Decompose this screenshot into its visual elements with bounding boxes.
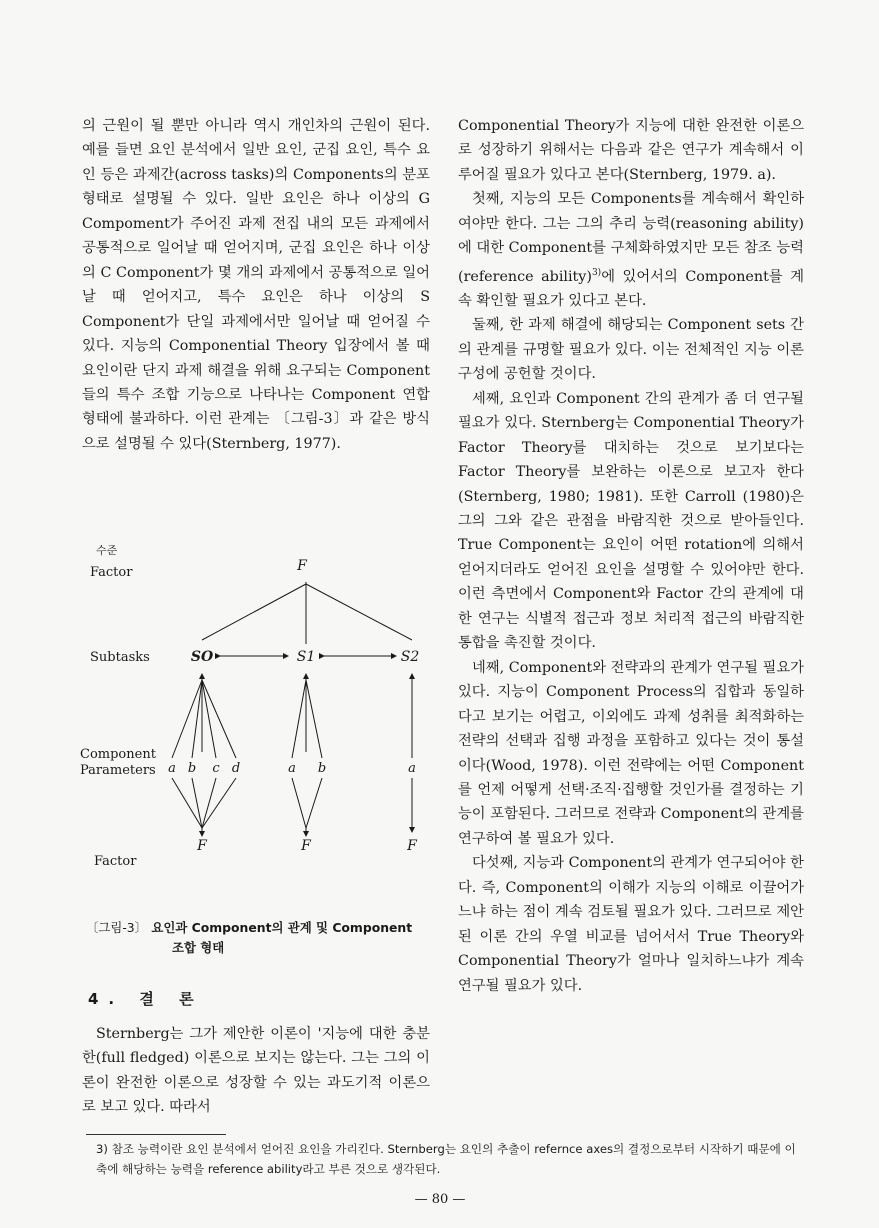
footnote-ref: 3) (591, 267, 602, 278)
bottom-factor-0: F (197, 838, 207, 854)
section-heading: 4. 결 론 (88, 990, 204, 1008)
right-column (458, 114, 804, 998)
node-f-top: F (297, 558, 307, 574)
right-paragraph-3: 둘째, 한 과제 해결에 해당되는 Component sets 간의 관계를 규명할 필요가 있다. 이는 전체적인 지능 이론 구성에 공헌할 것이다. (458, 317, 804, 383)
footnote-rule (86, 1134, 226, 1135)
row-label-subtasks: Subtasks (90, 650, 150, 665)
figure-3-diagram (80, 540, 432, 869)
row-label-component-1: Component (80, 747, 156, 762)
node-s1: S1 (296, 649, 316, 665)
row-label-component-2: Parameters (80, 763, 156, 778)
param-0-a: a (168, 761, 176, 776)
right-paragraph-2 (458, 187, 804, 313)
right-paragraph-2-rest: 에 있어서의 Component를 계속 확인할 필요가 있다고 본다. (458, 268, 805, 309)
right-paragraph-2-main: 첫째, 지능의 모든 Components를 계속해서 확인하여야만 한다. 그는 그의 추리 능력(reasoning ability)에 대한 Component를 구체화하였지만 모든 참조 능력(reference ability) (458, 191, 804, 285)
left-column (82, 114, 430, 456)
right-paragraph-1: Componential Theory가 지능에 대한 완전한 이론으로 성장하기 위해서는 다음과 같은 연구가 계속해서 이루어질 필요가 있다고 본다(Sternberg, 1979. a). (458, 118, 804, 183)
conclusion-text (82, 1022, 430, 1120)
edge-f-s2 (306, 584, 412, 640)
param-0-d: d (231, 761, 241, 776)
bottom-factors (196, 838, 418, 854)
edge-f-s0 (202, 584, 306, 640)
component-parameters (168, 761, 416, 776)
conclusion-paragraph-1: Sternberg는 그가 제안한 이론이 '지능에 대한 충분한(full fledged) 이론으로 보지는 않는다. 그는 그의 이론이 완전한 이론으로 성장할 수 있는 과도기적 이론으로 보고 있다. 따라서 (82, 1026, 430, 1116)
caption-label: 〔그림-3〕 (86, 920, 148, 935)
figure-caption (86, 918, 432, 958)
param-1-b: b (317, 761, 327, 776)
caption-line-2: 조합 형태 (172, 940, 225, 955)
page-number: — 80 — (414, 1192, 466, 1207)
param-1-a: a (288, 761, 296, 776)
param-2-a: a (408, 761, 416, 776)
level-label: 수준 (96, 544, 118, 557)
component-edges (172, 674, 412, 836)
edge-down-0-c (202, 778, 216, 828)
right-paragraph-6: 다섯째, 지능과 Component의 관계가 연구되어야 한다. 즉, Component의 이해가 지능의 이해로 이끌어가느냐 하는 점이 계속 검토될 필요가 있다. 그러므로 제안된 이론 간의 우열 비교를 넘어서서 True Theory와 Componential Theory가 얼마나 일치하느냐가 계속 연구될 필요가 있다. (458, 855, 804, 994)
bottom-factor-2: F (407, 838, 417, 854)
param-0-b: b (187, 761, 197, 776)
right-paragraph-4: 세째, 요인과 Component 간의 관계가 좀 더 연구될 필요가 있다. Sternberg는 Componential Theory가 Factor Theory를 대치하는 것으로 보기보다는 Factor Theory를 보완하는 이론으로 보고자 한다(Sternberg, 1980; 1981). 또한 Carroll (1980)은 그의 그와 같은 관점을 바람직한 것으로 받아들인다. True Component는 요인이 어떤 rotation에 의해서 얻어지더라도 얻어진 요인을 설명할 수 있어야만 한다. 이런 측면에서 Component와 Factor 간의 관계에 대한 연구는 식별적 접근과 정보 처리적 접근의 바람직한 통합을 촉진할 것이다. (458, 390, 804, 652)
footnote: 3) 참조 능력이란 요인 분석에서 얻어진 요인을 가리킨다. Sternberg는 요인의 추출이 refernce axes의 결정으로부터 시작하기 때문에 이 축에 해당하는 능력을 reference ability라고 부른 것으로 생각된다. (96, 1142, 796, 1176)
node-s0: SO (190, 649, 214, 665)
node-s2: S2 (400, 649, 420, 665)
param-0-c: c (212, 761, 220, 776)
edge-up-0-c (202, 680, 216, 758)
row-label-factor-top: Factor (90, 565, 133, 580)
edge-down-1-a (292, 778, 306, 828)
caption-line-1: 요인과 Component의 관계 및 Component (151, 920, 413, 935)
right-paragraph-5: 네째, Component와 전략과의 관계가 연구될 필요가 있다. 지능이 Component Process의 집합과 동일하다고 보기는 어렵고, 이외에도 과제 성취를 최적화하는 전략의 선택과 집행 과정을 포함하고 있다는 것이 통설이다(Wood, 1978). 이런 전략에는 어떤 Component를 언제 어떻게 선택·조직·집행할 것인가를 결정하는 기능이 포함된다. 그러므로 전략과 Component의 관계를 연구하여 볼 필요가 있다. (458, 659, 804, 847)
bottom-factor-1: F (301, 838, 311, 854)
edge-up-0-d (202, 680, 236, 758)
left-paragraph-1: 의 근원이 될 뿐만 아니라 역시 개인차의 근원이 된다. 예를 들면 요인 분석에서 일반 요인, 군집 요인, 특수 요인 등은 과제간(across tasks)의 Components의 분포 형태로 설명될 수 있다. 일반 요인은 하나 이상의 G Compoment가 주어진 과제 전집 내의 모든 과제에서 공통적으로 일어날 때 얻어지며, 군집 요인은 하나 이상의 C Component가 몇 개의 과제에서 공통적으로 일어날 때 얻어지고, 특수 요인은 하나 이상의 S Component가 단일 과제에서만 일어날 때 얻어질 수 있다. 지능의 Componential Theory 입장에서 볼 때 요인이란 단지 과제 해결을 위해 요구되는 Component들의 특수 조합 기능으로 나타나는 Component 연합 형태에 불과하다. 이런 관계는 〔그림-3〕과 같은 방식으로 설명될 수 있다(Sternberg, 1977). (82, 118, 430, 452)
edge-up-1-b (306, 680, 322, 758)
edge-down-1-b (306, 778, 322, 828)
edge-down-0-d (202, 778, 236, 828)
row-label-factor-bottom: Factor (94, 854, 137, 869)
edge-up-1-a (292, 680, 306, 758)
